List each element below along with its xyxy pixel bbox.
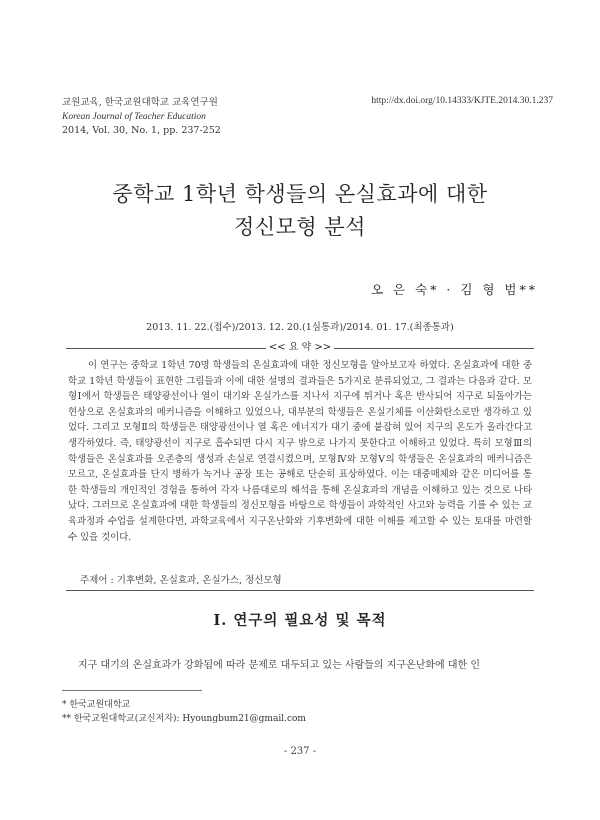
doi-link[interactable]: http://dx.doi.org/10.14333/KJTE.2014.30.1.237 bbox=[371, 96, 553, 106]
keywords: 주제어 : 기후변화, 온실효과, 온실가스, 정신모형 bbox=[80, 575, 282, 586]
journal-name: Korean Journal of Teacher Education bbox=[62, 112, 206, 122]
paper-title bbox=[0, 178, 600, 244]
title-line-1: 중학교 1학년 학생들의 온실효과에 대한 bbox=[112, 182, 488, 206]
abstract-text: 이 연구는 중학교 1학년 70명 학생들의 온실효과에 대한 정신모형을 알아보고자 하였다. 온실효과에 대한 중학교 1학년 학생들이 표현한 그림들과 이에 대한 설명의 결과들은 5가지로 분류되었고, 그 결과는 다음과 같다. 모형Ⅰ에서 학생들은 태양광선이나 열이 대기와 온실가스를 지나서 지구에 튀거나 혹은 반사되어 지구로 되돌아가는 현상으로 온실효과의 메커니즘을 이해하고 있었으나, 대부분의 학생들은 온실기체를 이산화탄소로만 생각하고 있었다. 그리고 모형Ⅱ의 학생들은 태양광선이나 열 혹은 에너지가 대기 중에 붙잡혀 있어 지구의 온도가 올라간다고 생각하였다. 즉, 태양광선이 지구로 흡수되면 다시 지구 밖으로 나가지 못한다고 이해하고 있었다. 특히 모형Ⅲ의 학생들은 온실효과를 오존층의 생성과 손실로 연결시켰으며, 모형Ⅳ와 모형Ⅴ의 학생들은 온실효과의 메커니즘은 모르고, 온실효과를 단지 병하가 녹거나 공장 또는 공해로 단순히 표상하였다. 이는 대중매체와 같은 미디어를 통한 학생들의 개인적인 경험을 통하여 각자 나름대로의 해석을 통해 온실효과의 개념을 이해하고 있는 것으로 나타났다. 그러므로 온실효과에 대한 학생들의 정신모형을 바탕으로 학생들이 과학적인 사고와 능력을 기를 수 있는 교육과정과 수업을 설계한다면, 과학교육에서 지구온난화와 기후변화에 대한 이해를 제고할 수 있는 토대를 마련할 수 있을 것이다. bbox=[68, 360, 532, 543]
title-line-2: 정신모형 분석 bbox=[234, 215, 366, 239]
volume-line: 2014, Vol. 30, No. 1, pp. 237-252 bbox=[62, 125, 221, 136]
keywords-rule bbox=[66, 590, 534, 591]
abstract-heading bbox=[66, 341, 534, 355]
page-number: - 237 - bbox=[283, 746, 317, 757]
publisher-line: 교원교육, 한국교원대학교 교육연구원 bbox=[62, 97, 218, 108]
abstract-label: << 요 약 >> bbox=[268, 342, 332, 353]
footnote-rule bbox=[62, 690, 202, 691]
journal-header bbox=[62, 96, 221, 138]
authors: 오 은 숙* · 김 형 범** bbox=[370, 282, 538, 297]
submission-dates: 2013. 11. 22.(접수)/2013. 12. 20.(1심통과)/2014. 01. 17.(최종통과) bbox=[146, 322, 454, 333]
footnote-1: * 한국교원대학교 bbox=[62, 700, 131, 710]
section-heading: Ⅰ. 연구의 필요성 및 목적 bbox=[213, 612, 387, 629]
body-paragraph: 지구 대기의 온실효과가 강화됨에 따라 문제로 대두되고 있는 사람들의 지구온난화에 대한 인 bbox=[78, 660, 481, 671]
footnote-2: ** 한국교원대학교(교신저자): Hyoungbum21@gmail.com bbox=[62, 714, 306, 724]
